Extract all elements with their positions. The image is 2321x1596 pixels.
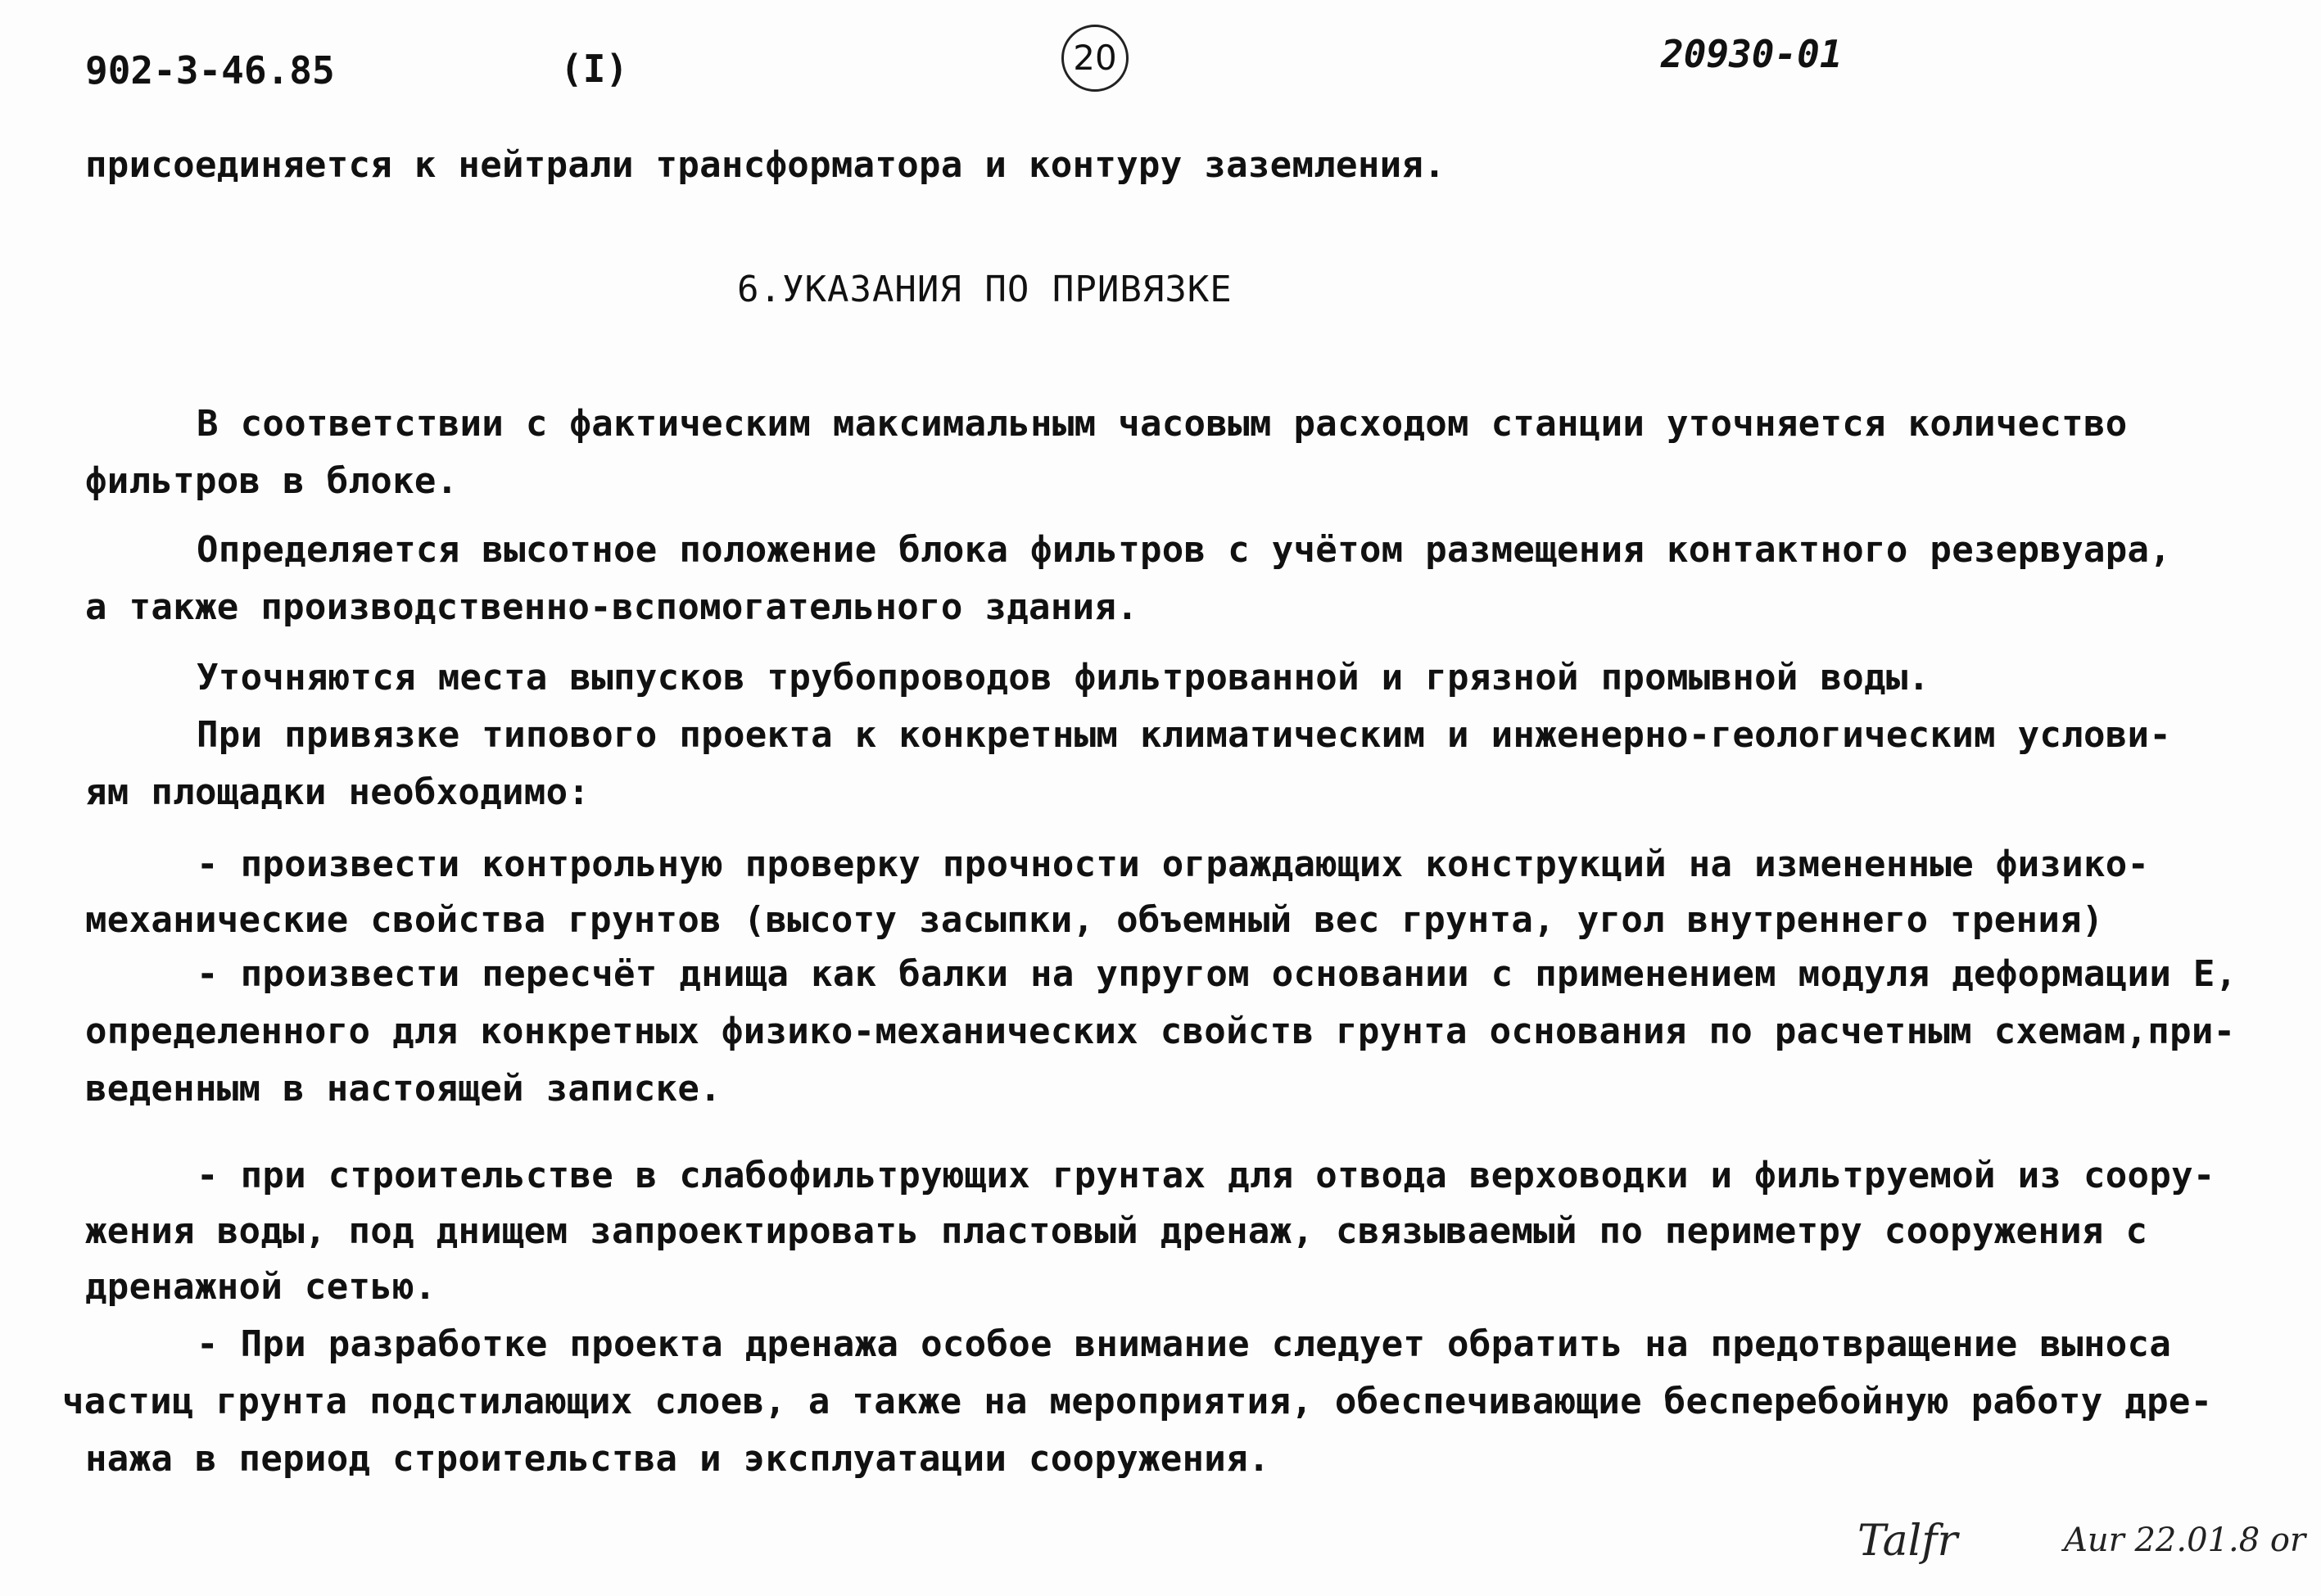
paragraph-line: Уточняются места выпусков трубопроводов фильтрованной и грязной промывной воды. — [197, 657, 1930, 699]
paragraph-line: нажа в период строительства и эксплуатации сооружения. — [85, 1438, 1270, 1480]
paragraph-line: Определяется высотное положение блока фильтров с учётом размещения контактного резервуара, — [197, 529, 2172, 571]
volume-number: (I) — [560, 47, 629, 91]
doc-code: 902-3-46.85 — [85, 48, 335, 93]
page-number: 20 — [1061, 25, 1129, 92]
signature-2: Aur 22.01.8 or — [2064, 1521, 2306, 1559]
inventory-number: 20930-01 — [1661, 32, 1843, 76]
paragraph-line: В соответствии с фактическим максимальным часовым расходом станции уточняется количество — [197, 403, 2128, 445]
section-title: 6.УКАЗАНИЯ ПО ПРИВЯЗКЕ — [737, 269, 1233, 310]
paragraph-line: фильтров в блоке. — [85, 460, 459, 502]
paragraph-line: - при строительстве в слабофильтрующих грунтах для отвода верховодки и фильтруемой из соору- — [197, 1155, 2215, 1196]
paragraph-line: - При разработке проекта дренажа особое внимание следует обратить на предотвращение выноса — [197, 1323, 2172, 1365]
paragraph-line: При привязке типового проекта к конкретным климатическим и инженерно-геологическим услови- — [197, 714, 2172, 756]
paragraph-line: определенного для конкретных физико-механических свойств грунта основания по расчетным схемам,при- — [85, 1010, 2236, 1052]
signature-1: Talfr — [1857, 1517, 1958, 1566]
paragraph-line: а также производственно-вспомогательного здания. — [85, 586, 1138, 628]
paragraph-line: ям площадки необходимо: — [85, 771, 590, 813]
paragraph-line: - произвести контрольную проверку прочности ограждающих конструкций на измененные физико- — [197, 843, 2150, 885]
paragraph-line: частиц грунта подстилающих слоев, а также на мероприятия, обеспечивающие бесперебойную работу дре- — [62, 1381, 2213, 1422]
paragraph-line: жения воды, под днищем запроектировать пластовый дренаж, связываемый по периметру сооружения с — [85, 1210, 2148, 1252]
intro-line: присоединяется к нейтрали трансформатора и контуру заземления. — [85, 144, 1446, 186]
paragraph-line: механические свойства грунтов (высоту засыпки, объемный вес грунта, угол внутреннего трения) — [85, 899, 2104, 941]
paragraph-line: дренажной сетью. — [85, 1266, 437, 1308]
paragraph-line: веденным в настоящей записке. — [85, 1068, 722, 1110]
paragraph-line: - произвести пересчёт днища как балки на упругом основании с применением модуля деформации Е, — [197, 953, 2237, 995]
